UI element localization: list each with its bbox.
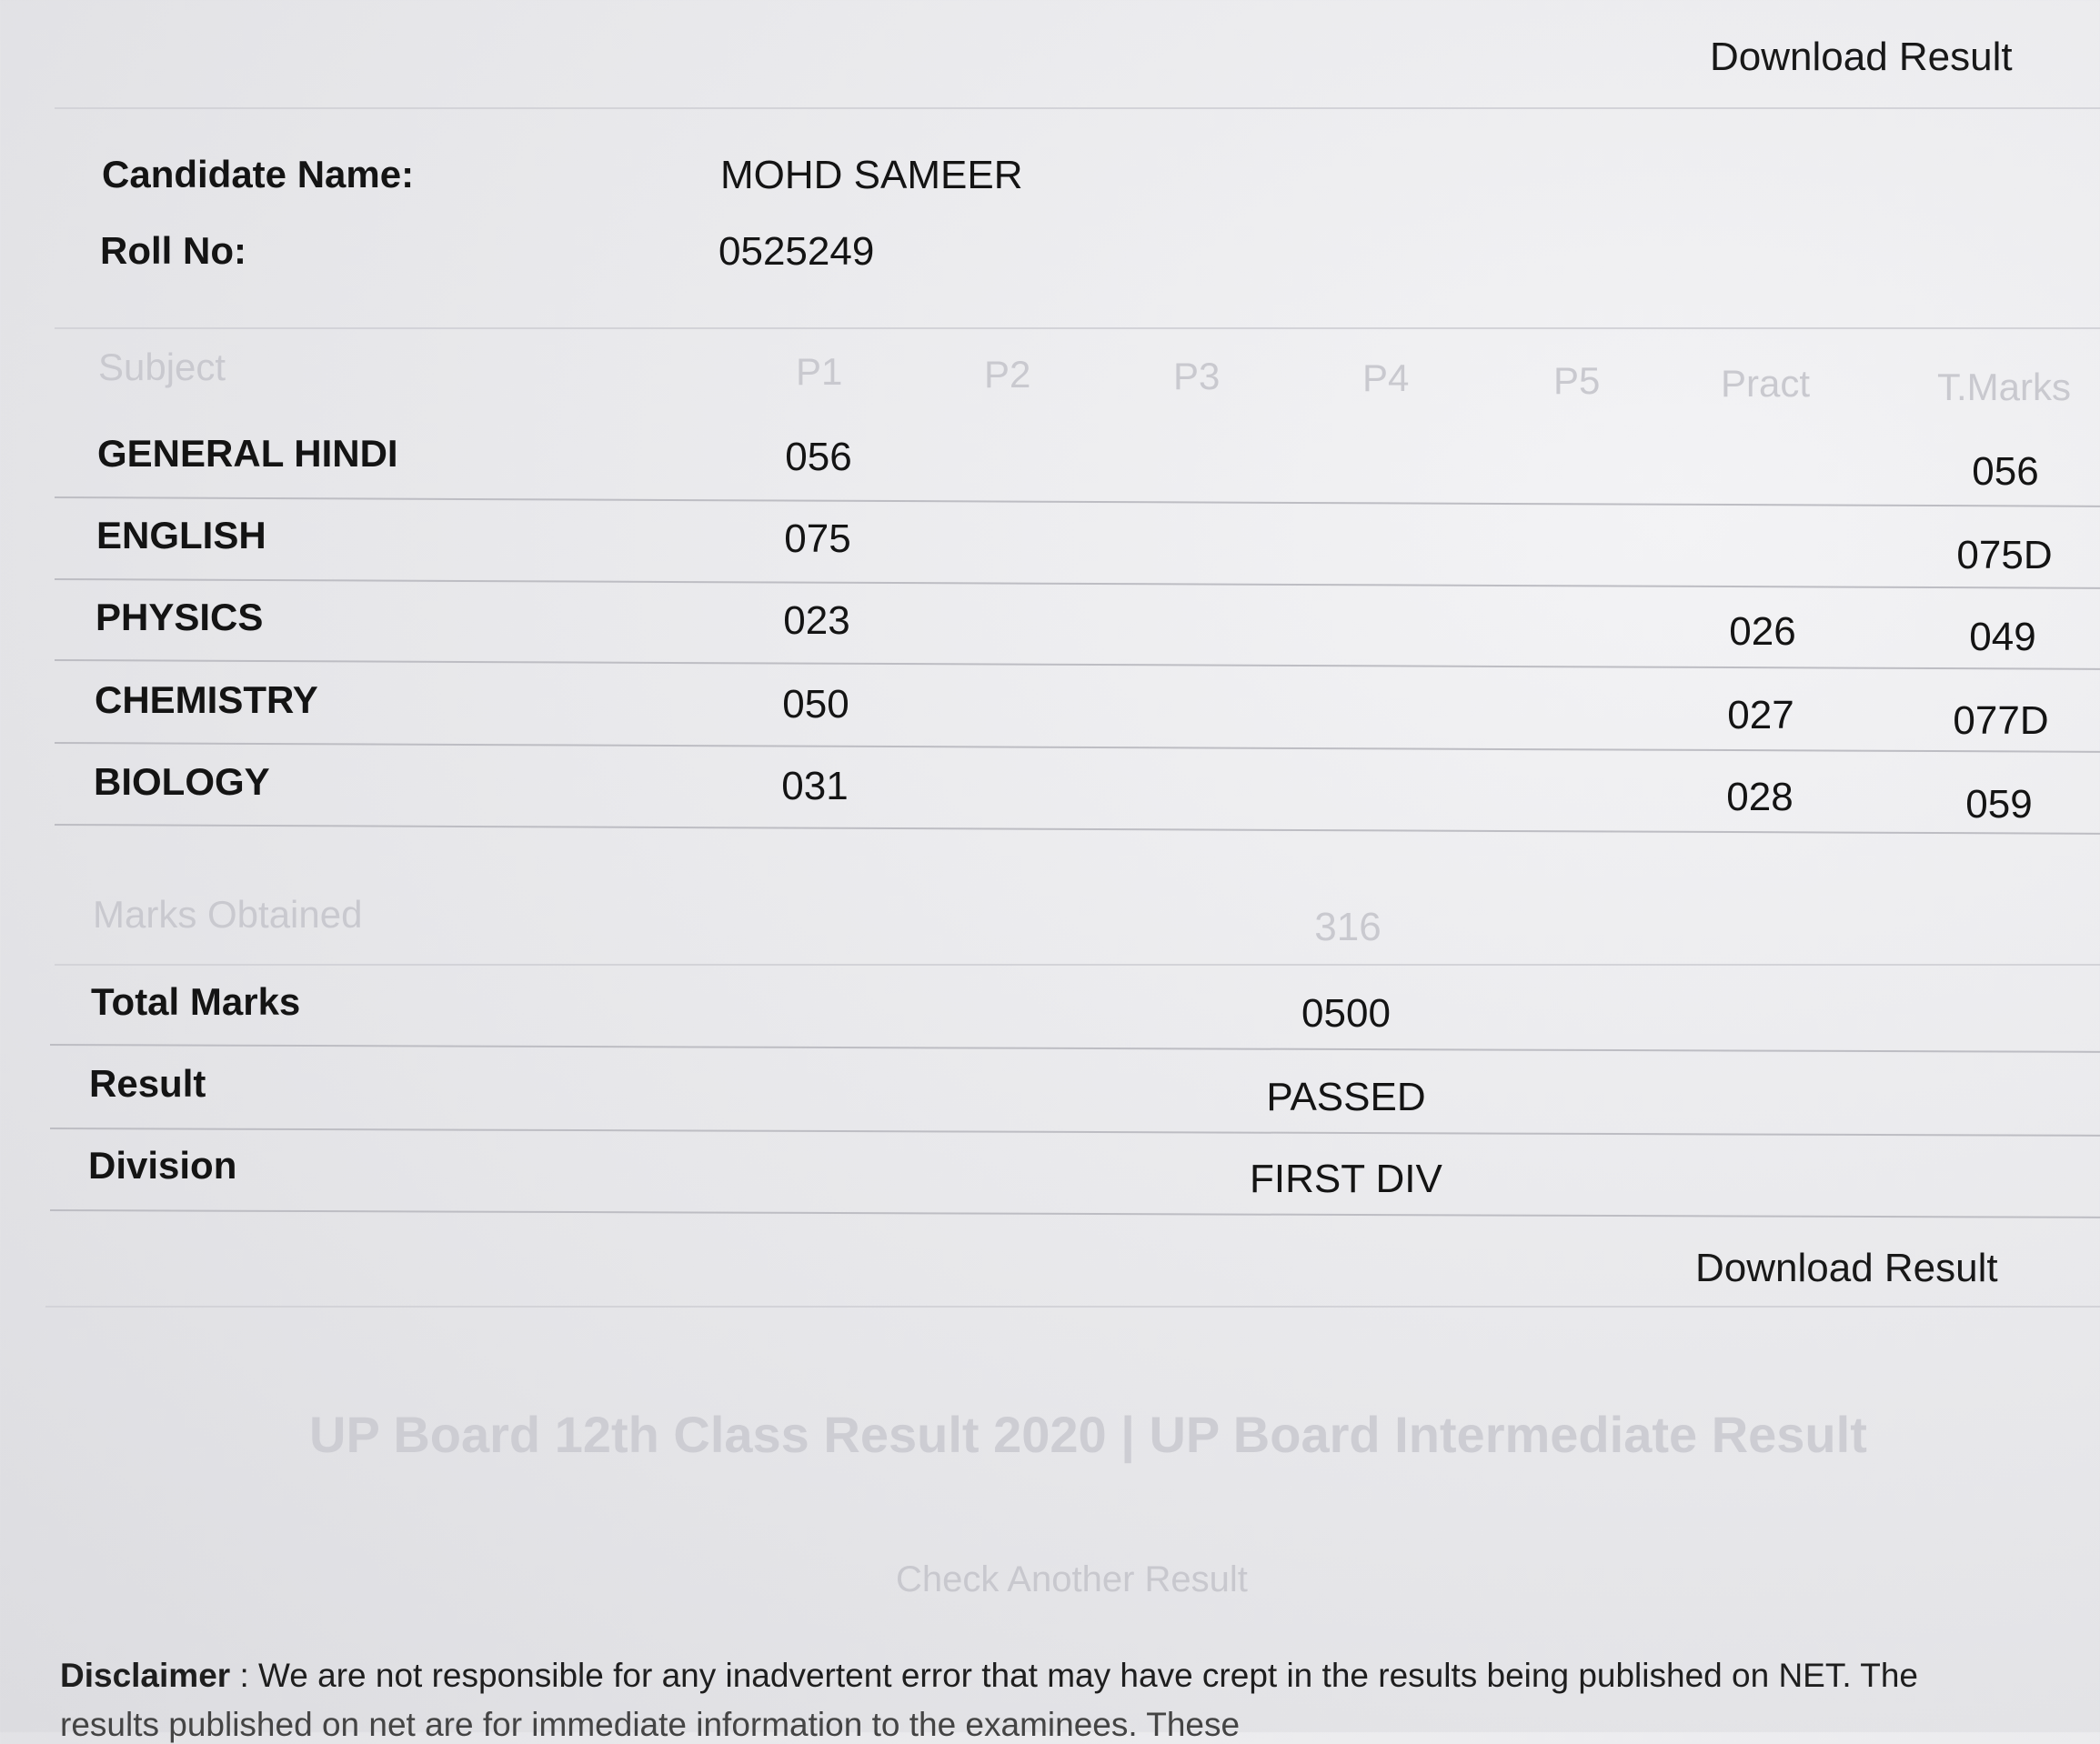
subject-name: BIOLOGY — [94, 760, 270, 803]
divider — [55, 578, 2100, 589]
subject-name: CHEMISTRY — [95, 678, 318, 721]
divider — [55, 107, 2100, 109]
divider — [50, 1209, 2100, 1218]
p1-mark: 031 — [781, 764, 849, 808]
result-label: Result — [89, 1062, 206, 1105]
header-pract: Pract — [1721, 362, 1811, 405]
total-marks-value: 0500 — [1301, 991, 1391, 1036]
disclaimer — [60, 1657, 1918, 1695]
disclaimer-label: Disclaimer — [60, 1657, 231, 1694]
total-mark: 059 — [1965, 782, 2033, 827]
header-subject: Subject — [98, 346, 226, 388]
subject-name: ENGLISH — [96, 514, 266, 556]
candidate-name-label: Candidate Name: — [102, 153, 415, 195]
roll-no-value: 0525249 — [718, 229, 875, 274]
p1-mark: 050 — [782, 682, 849, 727]
result-value: PASSED — [1266, 1075, 1426, 1119]
header-p3: P3 — [1173, 355, 1221, 397]
download-result-link-bottom[interactable]: Download Result — [1695, 1246, 1998, 1290]
total-mark: 049 — [1969, 615, 2036, 659]
division-label: Division — [88, 1144, 237, 1187]
header-p4: P4 — [1362, 356, 1410, 399]
p1-mark: 056 — [785, 435, 852, 479]
divider — [55, 496, 2100, 507]
total-mark: 056 — [1972, 449, 2039, 494]
disclaimer-text: We are not responsible for any inadvertent error that may have crept in the results being published on NET. The — [258, 1657, 1918, 1694]
total-mark: 077D — [1953, 698, 2049, 743]
header-p5: P5 — [1553, 359, 1601, 402]
p1-mark: 075 — [784, 516, 851, 561]
divider — [55, 327, 2100, 329]
pract-mark: 026 — [1729, 609, 1796, 654]
marks-obtained-label: Marks Obtained — [93, 893, 363, 936]
disclaimer-separator: : — [230, 1657, 259, 1694]
divider — [50, 1044, 2100, 1053]
pract-mark: 027 — [1727, 693, 1794, 737]
divider — [55, 824, 2100, 835]
disclaimer-line2: results published on net are for immediate information to the examinees. These — [60, 1706, 1241, 1743]
pract-mark: 028 — [1726, 775, 1794, 819]
total-marks-label: Total Marks — [91, 980, 301, 1023]
division-value: FIRST DIV — [1250, 1157, 1442, 1201]
divider — [55, 742, 2100, 753]
p1-mark: 023 — [783, 598, 850, 643]
header-p2: P2 — [984, 353, 1031, 396]
check-another-result-link[interactable]: Check Another Result — [896, 1559, 1248, 1599]
candidate-name-value: MOHD SAMEER — [720, 153, 1023, 197]
divider — [50, 1128, 2100, 1137]
download-result-link-top[interactable]: Download Result — [1710, 35, 2013, 79]
divider — [55, 964, 2100, 966]
divider — [45, 1306, 2100, 1308]
header-tmarks: T.Marks — [1937, 366, 2071, 408]
subject-name: PHYSICS — [95, 596, 264, 638]
total-mark: 075D — [1956, 533, 2053, 577]
marks-obtained-value: 316 — [1314, 905, 1382, 949]
roll-no-label: Roll No: — [100, 229, 246, 272]
divider — [55, 659, 2100, 670]
header-p1: P1 — [796, 350, 843, 393]
result-heading: UP Board 12th Class Result 2020 | UP Board Intermediate Result — [309, 1406, 1867, 1463]
subject-name: GENERAL HINDI — [97, 432, 398, 475]
